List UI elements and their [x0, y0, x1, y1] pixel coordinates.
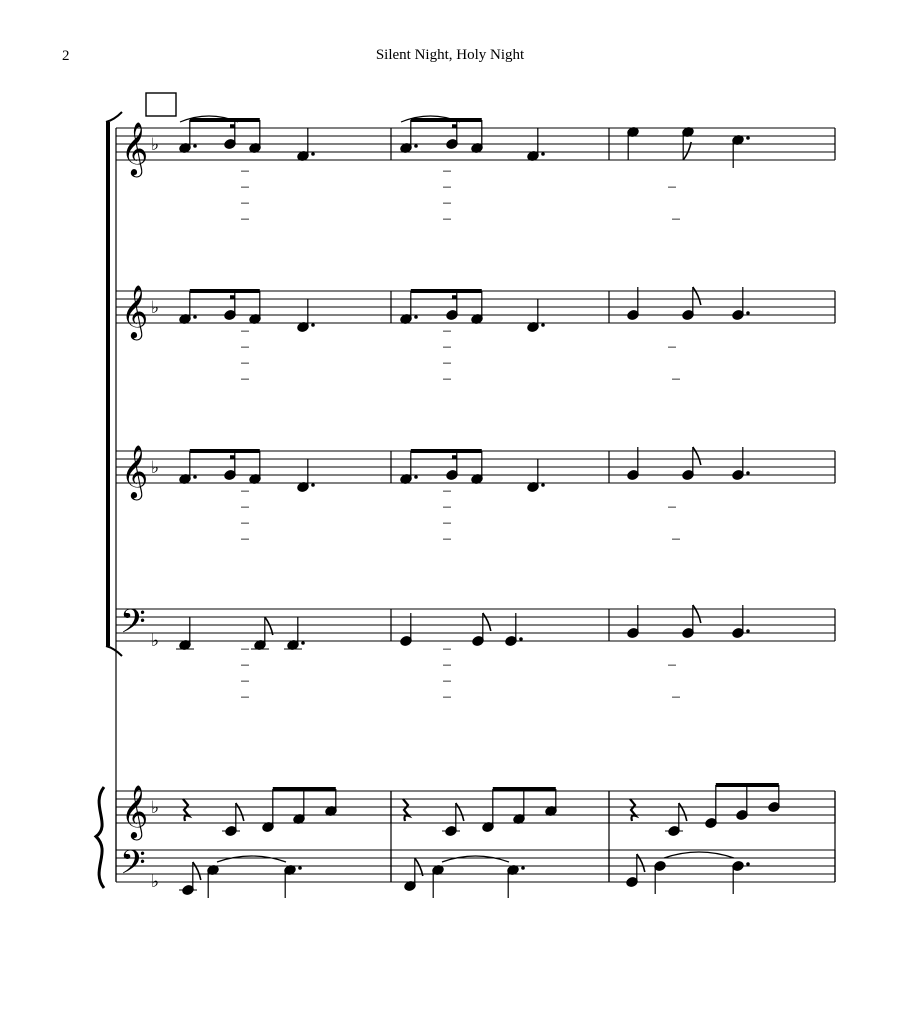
augmentation-dot — [311, 152, 315, 156]
lyric-hyphen: – — [672, 530, 680, 547]
treble-clef: 𝄞 — [121, 444, 149, 498]
slur — [217, 856, 286, 862]
augmentation-dot — [541, 323, 545, 327]
lyric-hyphen: – — [241, 194, 249, 211]
augmentation-dot — [193, 144, 197, 148]
augmentation-dot — [541, 483, 545, 487]
lyric-hyphen: – — [241, 322, 249, 339]
augmentation-dot — [311, 483, 315, 487]
key-signature-flat: ♭ — [151, 298, 160, 318]
augmentation-dot — [746, 629, 750, 633]
augmentation-dot — [193, 475, 197, 479]
lyric-hyphen: – — [443, 322, 451, 339]
lyric-hyphen: – — [443, 498, 451, 515]
flag — [693, 605, 701, 623]
piano-brace — [96, 787, 104, 888]
lyric-hyphen: – — [672, 210, 680, 227]
quarter-rest — [630, 799, 636, 821]
augmentation-dot — [541, 152, 545, 156]
lyric-hyphen: – — [668, 338, 676, 355]
lyric-hyphen: – — [668, 656, 676, 673]
key-signature-flat: ♭ — [151, 135, 160, 155]
lyric-hyphen: – — [443, 162, 451, 179]
flag — [456, 803, 464, 821]
bracket-hook — [106, 112, 122, 122]
flag — [693, 447, 701, 465]
page-number: 2 — [62, 48, 70, 64]
augmentation-dot — [746, 862, 750, 866]
lyric-hyphen: – — [672, 688, 680, 705]
key-signature-flat: ♭ — [151, 458, 160, 478]
lyric-hyphen: – — [443, 370, 451, 387]
lyric-hyphen: – — [241, 688, 249, 705]
augmentation-dot — [298, 866, 302, 870]
augmentation-dot — [193, 315, 197, 319]
lyric-hyphen: – — [668, 498, 676, 515]
augmentation-dot — [311, 323, 315, 327]
flag — [679, 803, 687, 821]
lyric-hyphen: – — [443, 530, 451, 547]
augmentation-dot — [414, 144, 418, 148]
lyric-hyphen: – — [241, 672, 249, 689]
augmentation-dot — [746, 311, 750, 315]
slur — [442, 856, 509, 862]
lyric-hyphen: – — [443, 338, 451, 355]
treble-clef: 𝄞 — [121, 284, 149, 338]
lyric-hyphen: – — [443, 354, 451, 371]
augmentation-dot — [519, 637, 523, 641]
treble-clef: 𝄞 — [121, 784, 149, 838]
lyric-hyphen: – — [241, 178, 249, 195]
augmentation-dot — [746, 136, 750, 140]
flag — [693, 287, 701, 305]
key-signature-flat: ♭ — [151, 798, 160, 818]
augmentation-dot — [301, 641, 305, 645]
augmentation-dot — [521, 866, 525, 870]
lyric-hyphen: – — [443, 656, 451, 673]
lyric-hyphen: – — [241, 338, 249, 355]
bass-clef: 𝄢 — [120, 603, 146, 649]
lyric-hyphen: – — [241, 210, 249, 227]
flag — [236, 803, 244, 821]
lyric-hyphen: – — [241, 162, 249, 179]
quarter-rest — [403, 799, 409, 821]
lyric-hyphen: – — [241, 354, 249, 371]
lyric-hyphen: – — [443, 688, 451, 705]
bass-clef: 𝄢 — [120, 844, 146, 890]
page-title: Silent Night, Holy Night — [375, 47, 525, 63]
lyric-hyphen: – — [443, 672, 451, 689]
lyric-hyphen: – — [241, 370, 249, 387]
key-signature-flat: ♭ — [151, 631, 160, 651]
flag — [483, 613, 491, 631]
key-signature-flat: ♭ — [151, 872, 160, 892]
lyric-hyphen: – — [672, 370, 680, 387]
lyric-hyphen: – — [443, 178, 451, 195]
lyric-hyphen: – — [443, 210, 451, 227]
lyric-hyphen: – — [443, 640, 451, 657]
lyric-hyphen: – — [668, 178, 676, 195]
slur — [664, 852, 734, 858]
lyric-hyphen: – — [443, 194, 451, 211]
quarter-rest — [183, 799, 189, 821]
augmentation-dot — [414, 475, 418, 479]
lyric-hyphen: – — [443, 482, 451, 499]
lyric-hyphen: – — [241, 640, 249, 657]
flag — [193, 862, 201, 880]
flag — [265, 617, 273, 635]
augmentation-dot — [746, 471, 750, 475]
lyric-hyphen: – — [241, 498, 249, 515]
treble-clef: 𝄞 — [121, 121, 149, 175]
flag — [637, 854, 645, 872]
lyric-hyphen: – — [241, 482, 249, 499]
flag — [415, 858, 423, 876]
lyric-hyphen: – — [443, 514, 451, 531]
flag — [683, 142, 691, 160]
augmentation-dot — [414, 315, 418, 319]
rehearsal-box — [146, 93, 176, 116]
lyric-hyphen: – — [241, 530, 249, 547]
lyric-hyphen: – — [241, 514, 249, 531]
lyric-hyphen: – — [241, 656, 249, 673]
